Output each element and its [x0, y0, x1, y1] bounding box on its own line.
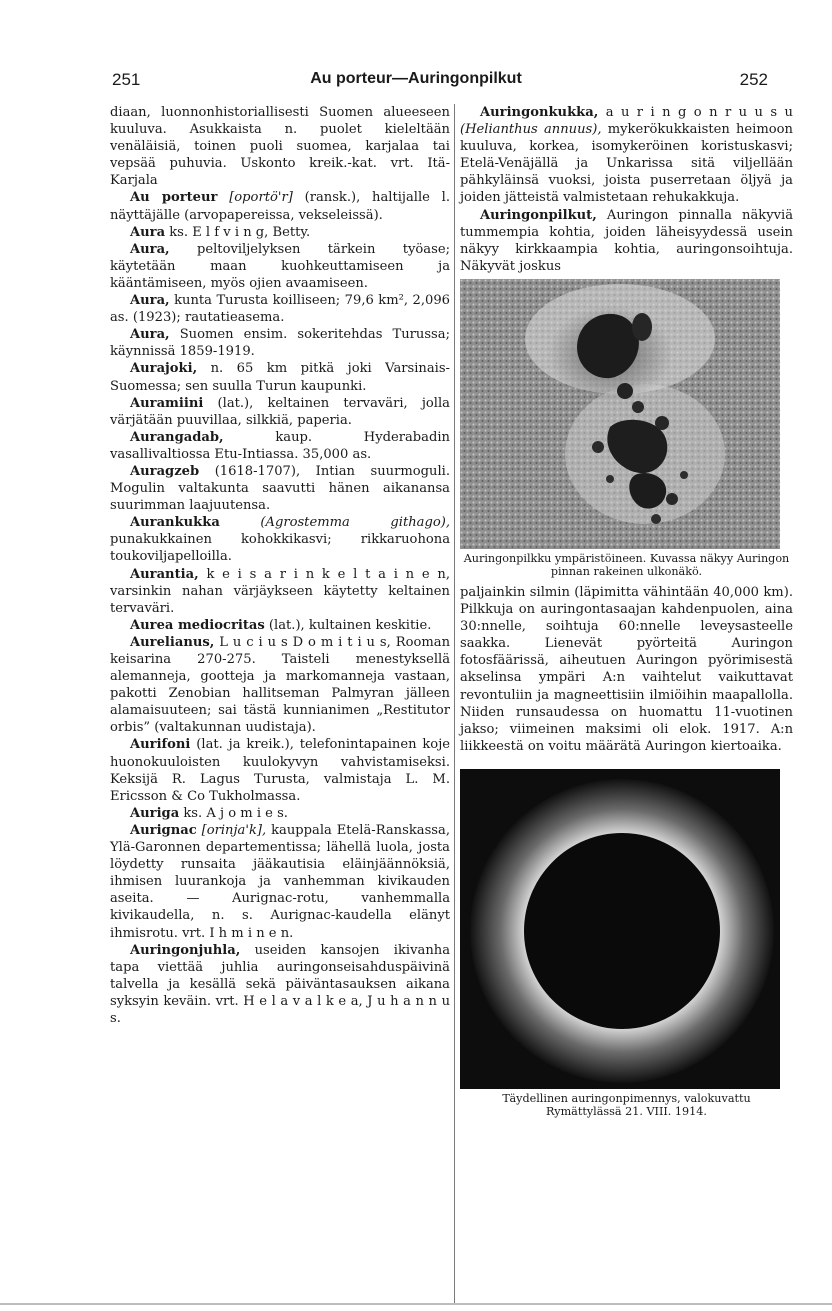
entry-auringonkukka: Auringonkukka, a u r i n g o n r u u s u (Helianthus annuus), mykerökukkaisten heimoon kuuluva, korkea, isomykeröinen koristuskasvi; Etelä-Venäjällä ja Unkarissa sitä viljellään pähkyläinsä vuoksi, joista puserretaan öljyä ja joiden jätteistä valmistetaan rehukakkuja. [460, 105, 793, 206]
right-column [460, 104, 793, 1124]
sunspot-figure [460, 279, 793, 578]
column-divider [454, 104, 455, 1304]
left-column [110, 104, 450, 1027]
running-title: Au porteur—Auringonpilkut [310, 70, 522, 87]
page-number-left: 251 [112, 70, 141, 89]
eclipse-caption-line2: Rymättylässä 21. VIII. 1914. [546, 1104, 707, 1118]
eclipse-caption-line1: Täydellinen auringonpimennys, valokuvattu [502, 1091, 751, 1105]
page-number-right: 252 [739, 70, 768, 89]
entry-aura-ks: Aura ks. E l f v i n g, Betty. [130, 224, 311, 240]
page-header [0, 70, 832, 94]
entry-aurantia: Aurantia, k e i s a r i n k e l t a i n e n, varsinkin nahan värjäykseen käytetty keltainen tervaväri. [110, 566, 450, 616]
entry-auringonpilkut-continued: paljainkin silmin (läpimitta vähintään 40,000 km). Pilkkuja on auringontasaajan kahdenpuolen, aina 30:nnelle, soihtuja 60:nnelle leveysasteelle saakka. Lienevät pyörteitä Auringon fotosfäärissä, aiheutuen Auringon pyörimisestä akselinsa ympäri A:n vaihtelut vaikuttavat revontuliin ja magneettisiin ilmiöihin maapallolla. Niiden runsaudessa on huomattu 11-vuotinen jakso; viimeinen maksimi oli elok. 1917. A:n liikkeestä on voitu määrätä Auringon kiertoaika. [460, 584, 793, 754]
entry-aura-factory: Aura, Suomen ensim. sokeritehdas Turussa; käynnissä 1859-1919. [110, 327, 450, 360]
entry-auriga: Auriga ks. A j o m i e s. [130, 805, 288, 821]
eclipse-photo [460, 769, 780, 1089]
entry-aurea-mediocritas: Aurea mediocritas (lat.), kultainen keskitie. [130, 617, 432, 633]
entry-aurifoni: Aurifoni (lat. ja kreik.), telefonintapainen koje huonokuuloisten kuulokyvyn vahvistamiseksi. Keksijä R. Lagus Turusta, valmistaja L. M. Ericsson & Co Tukholmassa. [110, 737, 450, 804]
entry-aurankukka: Aurankukka (Agrostemma githago), punakukkainen kohokkikasvi; rikkaruohona toukoviljapelloilla. [110, 515, 450, 565]
eclipse-caption [460, 1092, 793, 1118]
entry-auragzeb: Auragzeb (1618-1707), Intian suurmoguli. Mogulin valtakunta saavutti hänen aikanansa suurimman laajuutensa. [110, 463, 450, 514]
entry-aura-tool: Aura, peltoviljelyksen tärkein työase; käytetään maan kuohkeuttamiseen ja kääntämiseen, myös ojien avaamiseen. [110, 241, 450, 291]
entry-auringonjuhla: Auringonjuhla, useiden kansojen ikivanha tapa viettää juhlia auringonseisahduspäivinä talvella ja kesällä sekä päiväntasauksen aikana syksyin keväin. vrt. H e l a v a l k e a, J u h a n n u s. [110, 942, 450, 1026]
sunspot-caption: Auringonpilkku ympäristöineen. Kuvassa näkyy Auringon pinnan rakeinen ulkonäkö. [463, 551, 790, 578]
entry-aurangadab: Aurangadab, kaup. Hyderabadin vasallivaltiossa Etu-Intiassa. 35,000 as. [110, 429, 450, 462]
entry-auringonpilkut: Auringonpilkut, Auringon pinnalla näkyviä tummempia kohtia, joiden läheisyydessä usein näkyy kirkkaampia kohtia, auringonsoihtuja. Näkyvät joskus [460, 207, 793, 274]
entry-aurelianus: Aurelianus, L u c i u s D o m i t i u s, Rooman keisarina 270-275. Taisteli menestyksellä alemanneja, gootteja ja markomanneja vastaan, pakotti Zenobian hallitseman Palmyran jälleen alamaisuuteen; sai tästä kunnianimen „Restitutor orbis” (valtakunnan uudistaja). [110, 634, 450, 736]
entry-continuation: diaan, luonnonhistoriallisesti Suomen alueeseen kuuluva. Asukkaista n. puolet kieleltään venäläisiä, toinen puoli suomea, karjalaa tai vepsää puhuvia. Uskonto kreik.-kat. vrt. Itä-Karjala [110, 105, 450, 189]
entry-aurignac: Aurignac [orinja'k], kauppala Etelä-Ranskassa, Ylä-Garonnen departementissa; lähellä luola, josta löydetty runsaita jääkautisia eläinjäännöksiä, ihmisen luurankoja ja vanhemman kivikauden aseita. — Aurignac-rotu, vanhemmalla kivikaudella, n. s. Aurignac-kaudella elänyt ihmisrotu. vrt. I h m i n e n. [110, 822, 450, 941]
entry-aura-municipality: Aura, kunta Turusta koilliseen; 79,6 km², 2,096 as. (1923); rautatieasema. [110, 293, 451, 326]
eclipse-figure [460, 769, 793, 1118]
sunspot-photo [460, 279, 780, 549]
entry-au-porteur: Au porteur [oportö'r] (ransk.), haltijalle l. näyttäjälle (arvopapereissa, vekseleissä). [110, 190, 451, 223]
page-bottom-rule [0, 1303, 832, 1305]
entry-aurajoki: Aurajoki, n. 65 km pitkä joki Varsinais-Suomessa; sen suulla Turun kaupunki. [110, 361, 450, 394]
entry-auramiini: Auramiini (lat.), keltainen tervaväri, jolla värjätään puuvillaa, silkkiä, paperia. [110, 395, 450, 428]
